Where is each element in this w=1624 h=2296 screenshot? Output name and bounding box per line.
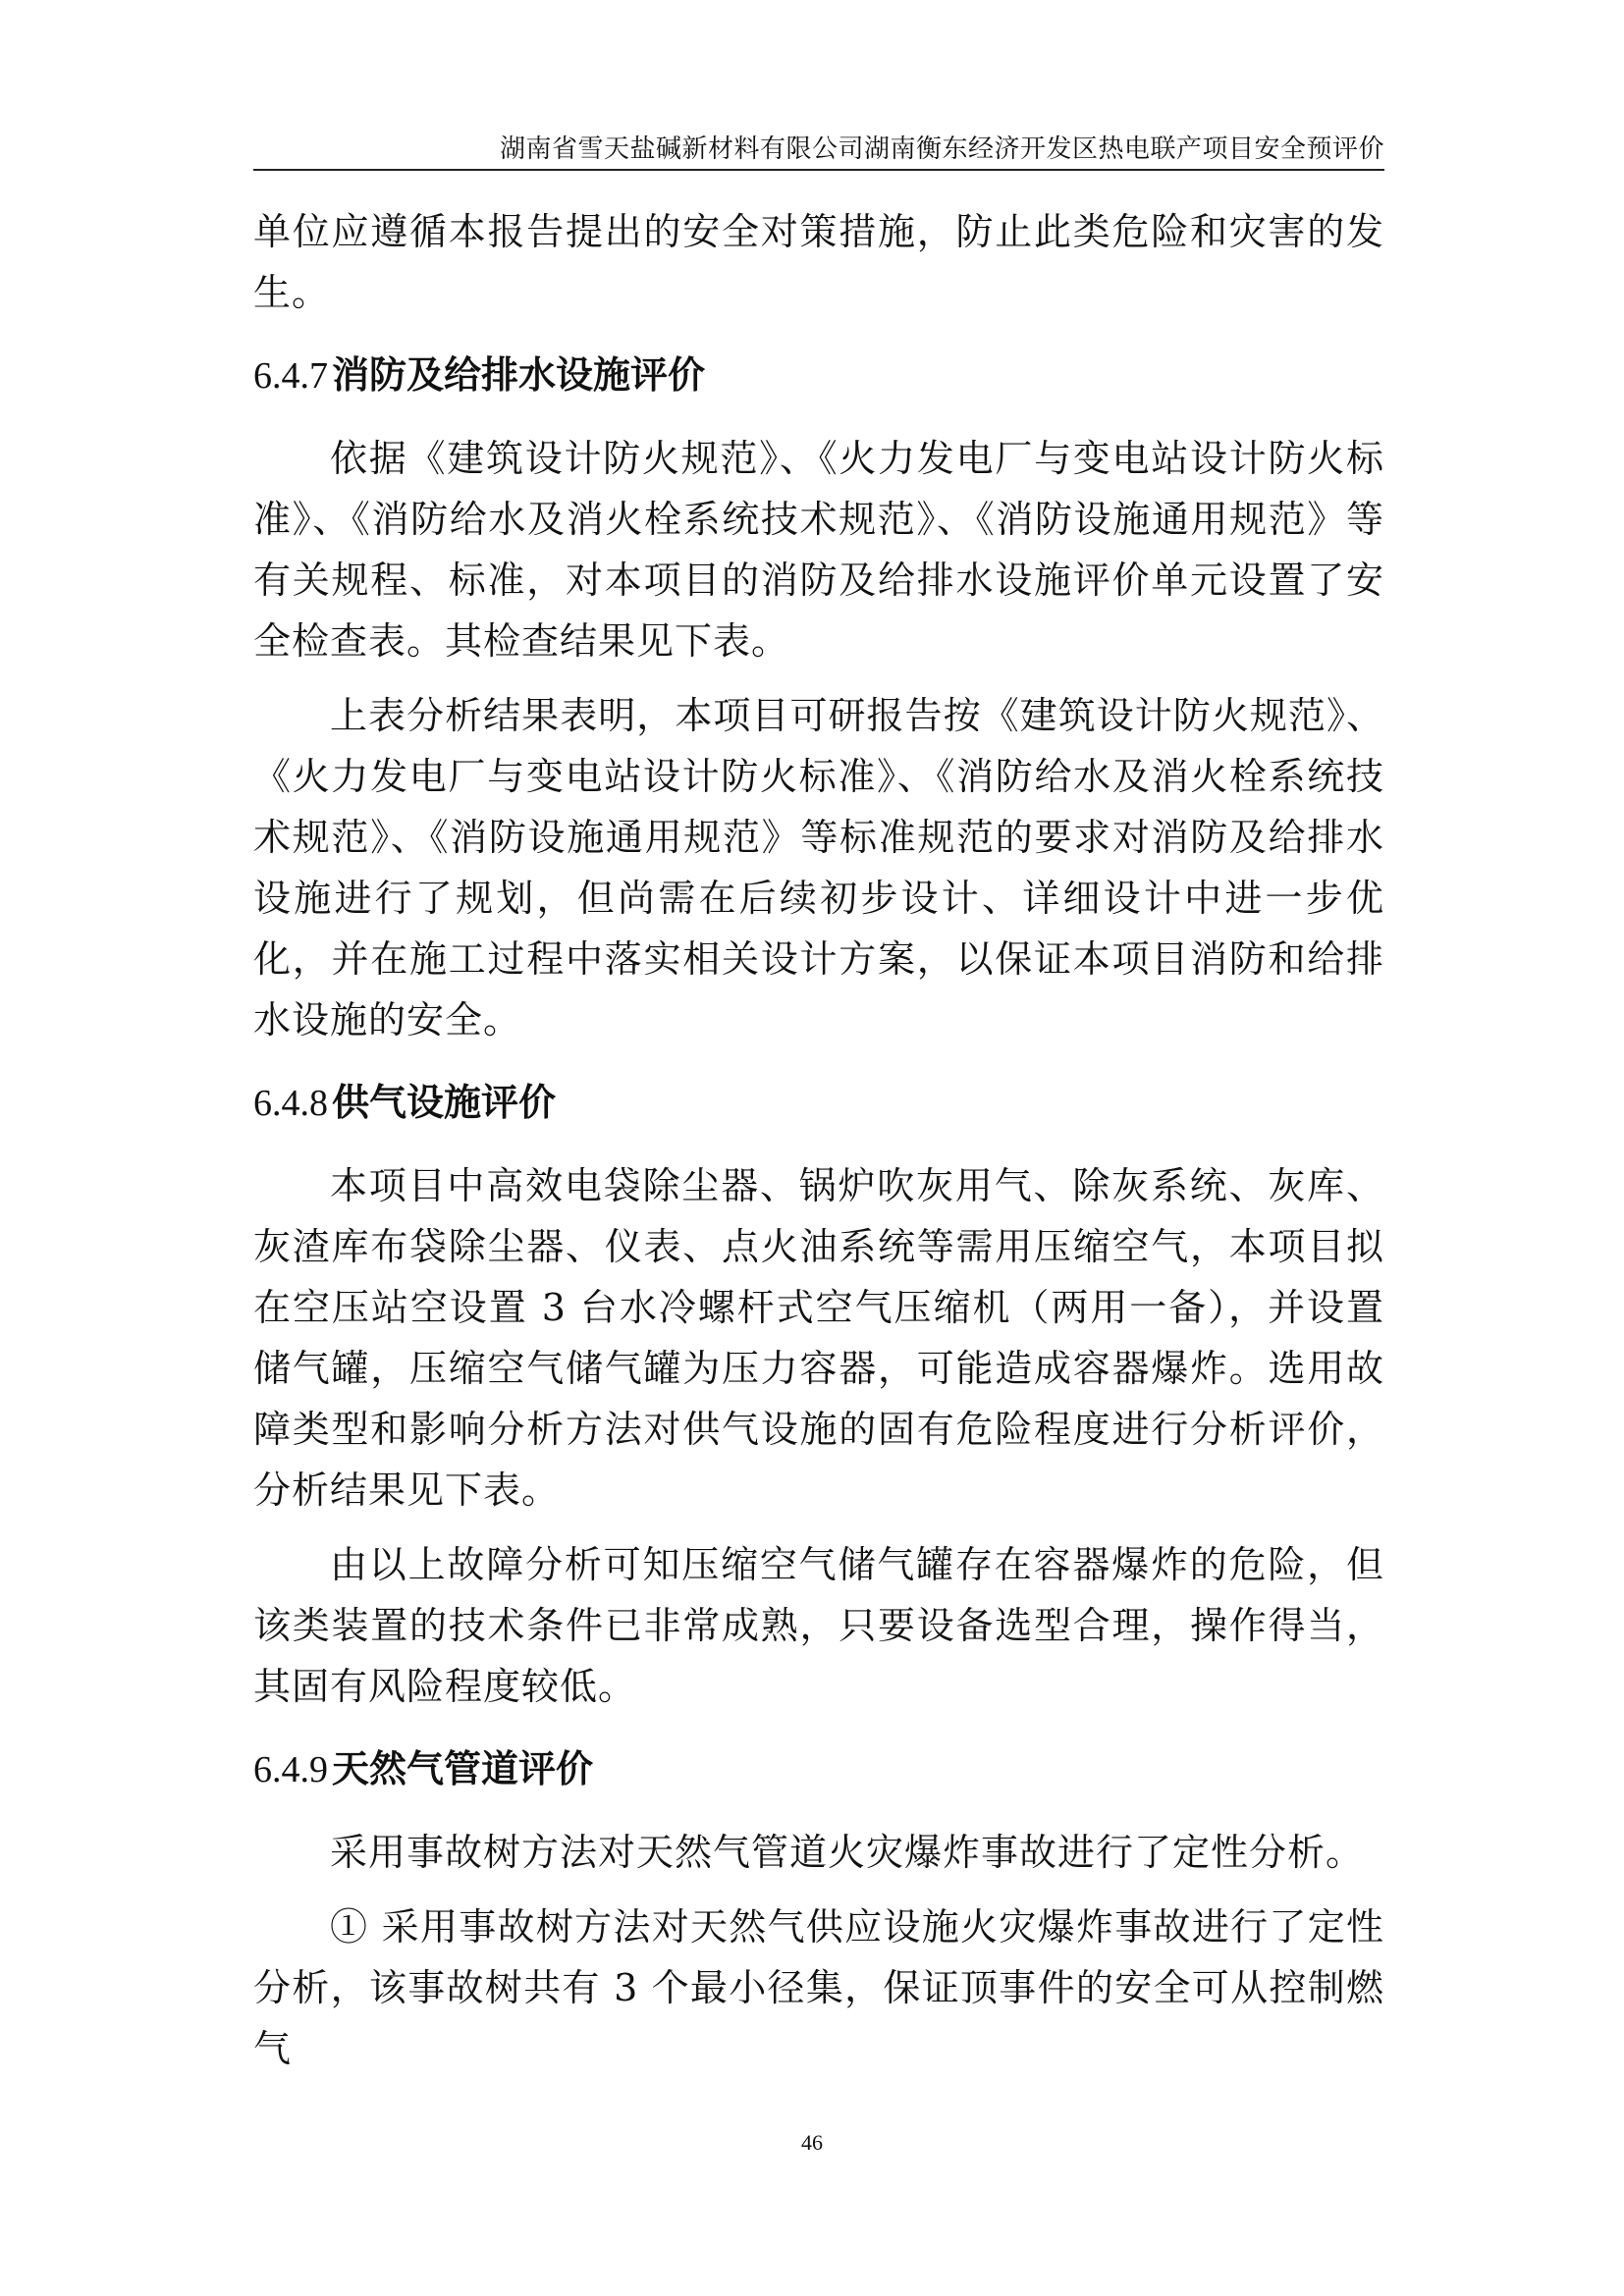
section-title: 天然气管道评价 [332, 1747, 594, 1790]
paragraph: 采用事故树方法对天然气管道火灾爆炸事故进行了定性分析。 [330, 1831, 1365, 1874]
section-title: 消防及给排水设施评价 [332, 353, 706, 397]
paragraph: 由以上故障分析可知压缩空气储气罐存在容器爆炸的危险，但该类装置的技术条件已非常成熟，只要设备选型合理，操作得当，其固有风险程度较低。 [253, 1543, 1384, 1708]
paragraph: ① 采用事故树方法对天然气供应设施火灾爆炸事故进行了定性分析，该事故树共有 3 个最小径集，保证顶事件的安全可从控制燃气 [253, 1905, 1384, 2070]
intro-paragraph: 单位应遵循本报告提出的安全对策措施，防止此类危险和灾害的发生。 [253, 210, 1384, 314]
page-body [253, 201, 1384, 2079]
paragraph: 上表分析结果表明，本项目可研报告按《建筑设计防火规范》、《火力发电厂与变电站设计防火标准》、《消防给水及消火栓系统技术规范》、《消防设施通用规范》等标准规范的要求对消防及给排水设施进行了规划，但尚需在后续初步设计、详细设计中进一步优化，并在施工过程中落实相关设计方案，以保证本项目消防和给排水设施的安全。 [253, 694, 1384, 1041]
paragraph: 本项目中高效电袋除尘器、锅炉吹灰用气、除灰系统、灰库、灰渣库布袋除尘器、仪表、点火油系统等需用压缩空气，本项目拟在空压站空设置 3 台水冷螺杆式空气压缩机（两用一备），并设置储气罐，压缩空气储气罐为压力容器，可能造成容器爆炸。选用故障类型和影响分析方法对供气设施的固有危险程度进行分析评价，分析结果见下表。 [253, 1164, 1384, 1512]
page-number: 46 [801, 2130, 823, 2155]
section-heading-6-4-9 [253, 1738, 1384, 1800]
header-rule [253, 169, 1384, 171]
section-title: 供气设施评价 [332, 1081, 557, 1124]
running-header: 湖南省雪天盐碱新材料有限公司湖南衡东经济开发区热电联产项目安全预评价 [499, 134, 1384, 164]
section-number: 6.4.7 [253, 355, 328, 397]
section-heading-6-4-8 [253, 1072, 1384, 1134]
paragraph: 依据《建筑设计防火规范》、《火力发电厂与变电站设计防火标准》、《消防给水及消火栓系统技术规范》、《消防设施通用规范》等有关规程、标准，对本项目的消防及给排水设施评价单元设置了安全检查表。其检查结果见下表。 [253, 437, 1384, 663]
section-number: 6.4.8 [253, 1083, 328, 1124]
section-number: 6.4.9 [253, 1749, 328, 1790]
section-heading-6-4-7 [253, 345, 1384, 406]
